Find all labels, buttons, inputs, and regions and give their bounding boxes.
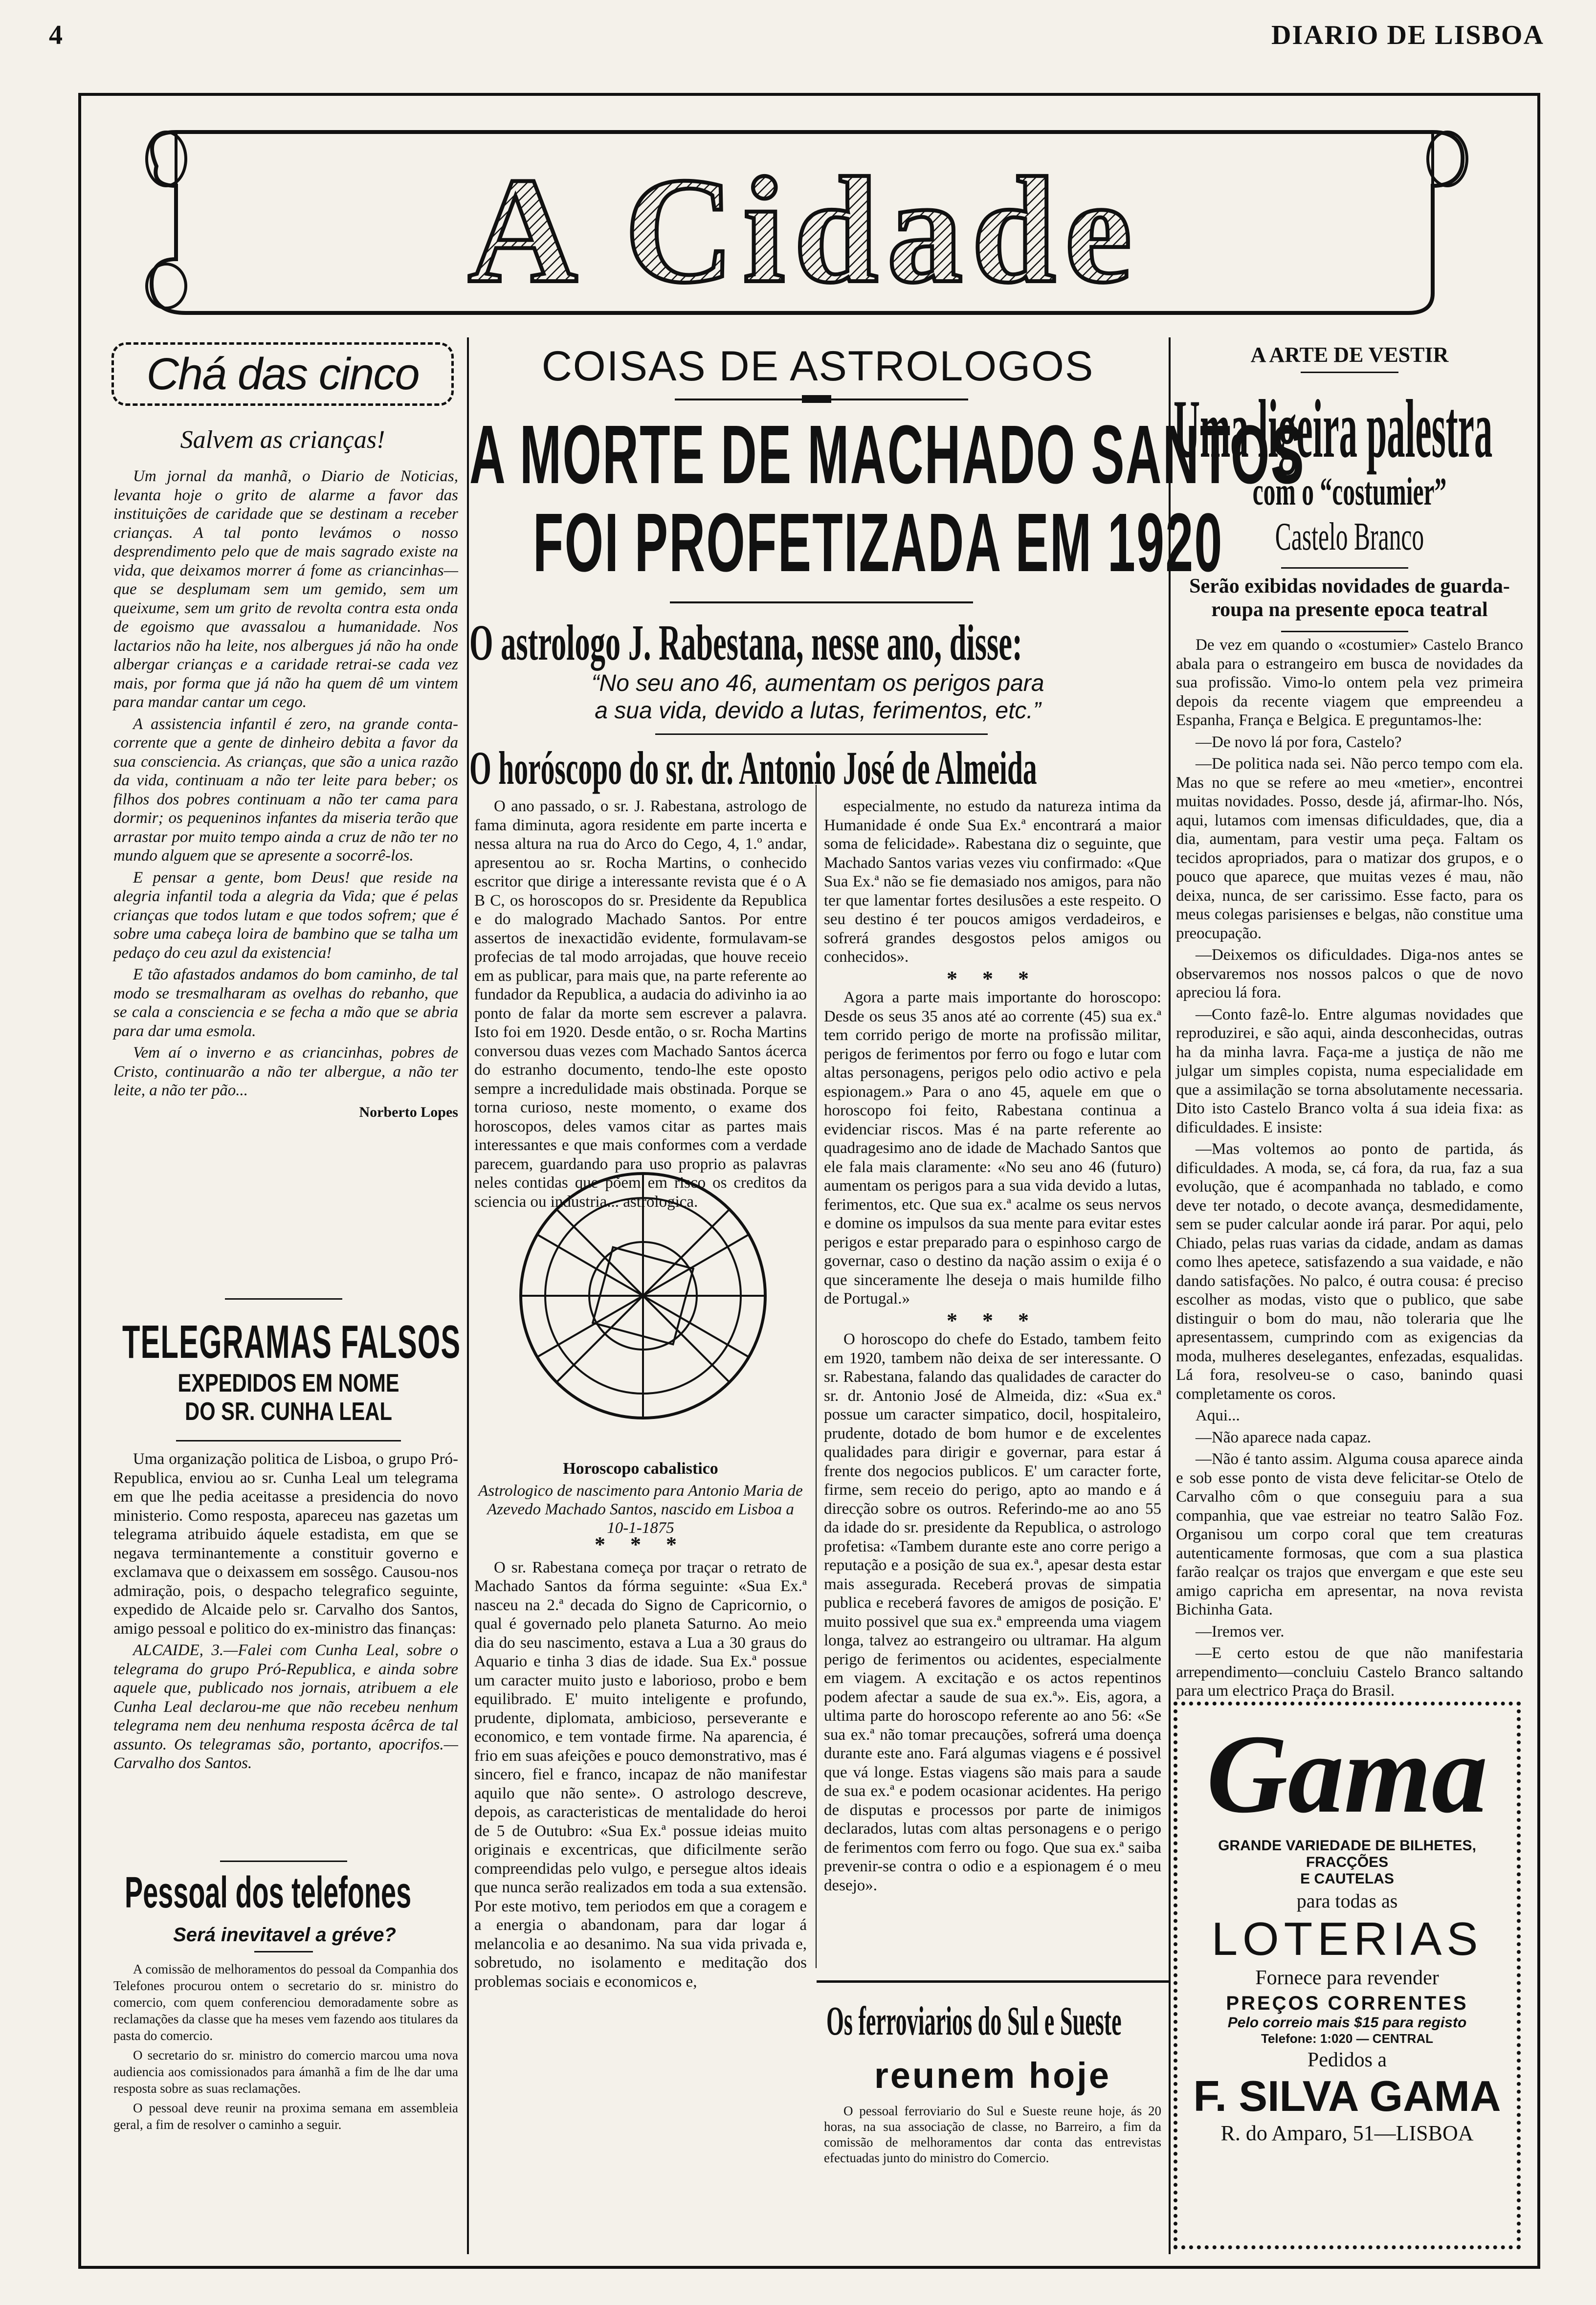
paragraph: O ano passado, o sr. J. Rabestana, astrologo de fama diminuta, agora residente em parte incerta e nessa altura na rua do Arco do Cego, 4, 1.º andar, apresentou ao sr. Rocha Martins, o conhecido escritor que dirige a interessante revista que é o A B C, os horoscopos do sr. Presidente da Republica e do malogrado Machado Santos. Por entre assertos de inexactidão evidente, formulavam-se profecias de tal modo arrojadas, que houve receio em as publicar, para mais que, na parte referente ao fundador da Republica, a audacia do adivinho ia ao ponto de falar da morte sem escrever a palavra. Isto foi em 1920. Desde então, o sr. Rocha Martins conversou duas vezes com Machado Santos ácerca do estranho documento, tendo-lhe este oposto sempre a incredulidade mais obstinada. Porque se torna curioso, neste momento, o exame dos horoscopos, deles vamos citar as partes mais interessantes e que mais conformes com a verdade parecem, guardando para uso proprio as palavras neles contidas que põem em risco os creditos da sciencia ou industria... astrologica. xyxy=(474,798,807,1211)
paragraph: especialmente, no estudo da natureza intima da Humanidade é onde Sua Ex.ª encontrará a maior soma de felicidade». Rabestana diz o seguinte, que Machado Santos varias vezes viu confirmado: «Que Sua Ex.ª não se fie demasiado nos amigos, para não ter que lamentar fortes desilusões a este respeito. O seu destino é ter poucos amigos verdadeiros, e sofrerá grandes desgostos pelos amigos ou conhecidos». xyxy=(824,798,1161,966)
divider xyxy=(176,1440,401,1441)
vestir-kicker: A ARTE DE VESTIR xyxy=(1250,343,1449,367)
column-rule-1 xyxy=(467,337,469,2254)
subhead-line: Castelo Branco xyxy=(1275,515,1424,558)
vestir-article xyxy=(1176,636,1523,1700)
vestir-headline: Uma ligeira palestra xyxy=(1174,383,1493,475)
column-rule-2 xyxy=(1169,337,1171,2254)
telegramas-subhead xyxy=(122,1369,455,1426)
divider xyxy=(1301,372,1398,373)
section-separator: * * * xyxy=(947,1308,1039,1332)
telefones-headline: Pessoal dos telefones xyxy=(125,1868,412,1917)
divider xyxy=(220,1861,347,1862)
paragraph: —De novo lá por fora, Castelo? xyxy=(1196,733,1402,751)
paragraph: —Deixemos os dificuldades. Diga-nos antes se observaremos nos nossos palcos o que de novo apreciou lá fora. xyxy=(1176,946,1523,1001)
paragraph: Uma organização politica de Lisboa, o grupo Pró-Republica, enviou ao sr. Cunha Leal um telegrama em que lhe pedia aceitasse a presidencia do novo ministerio. Como resposta, apareceu nas gazetas um telegrama atribuido áquele estadista, em que se negava terminantemente a constituir governo e exclamava que o deixassem em sossêgo. Causou-nos admiração, pois, o despacho telegrafico seguinte, expedido de Alcaide pelo sr. Carvalho dos Santos, amigo pessoal e politico do ex-ministro das finanças: xyxy=(113,1450,458,1638)
horoscope-diagram xyxy=(484,1139,802,1452)
column-title: Chá das cinco xyxy=(146,349,419,399)
paragraph: —E certo estou de que não manifestaria arrependimento—concluiu Castelo Branco saltando para um electrico Praça do Brasil. xyxy=(1176,1644,1523,1700)
section-separator: * * * xyxy=(595,1532,687,1556)
ad-line: E CAUTELAS xyxy=(1300,1871,1394,1887)
ad-brand: Gama xyxy=(1206,1711,1488,1836)
vestir-deck: Serão exibidas novidades de guarda-roupa na presente epoca teatral xyxy=(1189,575,1510,621)
astrologos-kicker: COISAS DE ASTROLOGOS xyxy=(541,343,1094,390)
ad-line: Telefone: 1:020 — CENTRAL xyxy=(1261,2031,1433,2046)
paragraph: Um jornal da manhã, o Diario de Noticias, levanta hoje o grito de alarme a favor das instituições de caridade que se destinam a receber crianças. A tal ponto levámos o nosso desprendimento pelo que de mais sagrado existe na vida, que deixamos morrer á fome as criancinhas—que se desplumam sem um gemido, sem um queixume, sem um grito de revolta contra esta onda de egoismo que avassalou a humanidade. Nos lactarios não ha leite, nos albergues já não ha onde albergar crianças e a caridade retrai-se cada vez mais, por forma que já não ha quem dê um vintem para mandar cantar um cego. xyxy=(113,467,458,711)
divider xyxy=(225,1298,342,1300)
gama-advertisement xyxy=(1174,1702,1521,2249)
divider xyxy=(1281,631,1408,632)
paragraph: Agora a parte mais importante do horoscopo: Desde os seus 35 anos até ao corrente (45) sua ex.ª tem corrido perigo de morte na profissão militar, perigos de ferimentos por ferro ou fogo e lutar com altas personagens, perigos pelo odio activo e pela espionagem.» Para o ano 45, aquele em que o horoscopo foi feito, Rabestana continua a evidenciar riscos. Mas é na parte referente ao quadragesimo ano de idade de Machado Santos que ele fala mais claramente: «No seu ano 46 (futuro) aumentam os perigos para a sua vida devido a lutas, ferimentos, etc. Que sua ex.ª acalme os seus nervos e domine os impulsos da sua mente para evitar estes perigos e estar preparado para o espinhoso cargo de governar, caso o destino da nação assim o exija é o que sinceramente lhe deseja o mais humilde filho de Portugal.» xyxy=(824,989,1161,1308)
divider-ornament xyxy=(802,395,831,403)
subhead-line: EXPEDIDOS EM NOME xyxy=(177,1369,399,1397)
cha-article xyxy=(113,467,458,1122)
paragraph: —Conto fazê-lo. Entre algumas novidades que reproduzirei, e são aqui, ainda desconhecidas, outras ha da minha lavra. Faça-me a justiça de não me julgar um simples copista, numa especialidade em que a assimilação se torna absolutamente necessaria. Dito isto Castelo Branco volta á sua ideia fixa: as dificuldades. E insiste: xyxy=(1176,1005,1523,1136)
astrologos-col1-bottom xyxy=(474,1532,807,2249)
ad-name: F. SILVA GAMA xyxy=(1193,2072,1501,2120)
column-rule-mid xyxy=(816,785,817,1968)
diagram-caption: Horoscopo cabalistico xyxy=(563,1460,718,1478)
paragraph: —Não é tanto assim. Alguma cousa aparece ainda e sob esse ponto de vista deve felicitar-se Otelo de Carvalho côm o que conseguiu para a sua companhia, que vae estreiar no teatro Salão Foz. Organisou um corpo coral que tem creaturas autenticamente formosas, que com a sua plastica farão realçar os trajos que envergam e que este seu amigo capricha em apresentar, na nova revista Bichinha Gata. xyxy=(1176,1450,1523,1618)
banner-scroll xyxy=(112,112,1496,323)
paragraph: E tão afastados andamos do bom caminho, de tal modo se tresmalharam as ovelhas do rebanho, que se cala a consciencia e se fecha a mão que se abria para dar uma esmola. xyxy=(113,966,458,1040)
ad-line: Pedidos a xyxy=(1307,2049,1387,2071)
horoscope-wheel xyxy=(484,1139,802,1452)
divider xyxy=(1281,567,1408,569)
paragraph: O secretario do sr. ministro do comercio marcou uma nova audiencia aos comissionados para ámanhã a fim de lhe dar uma resposta sobre as suas reclamações. xyxy=(113,2048,458,2096)
astrologos-deck: O astrologo J. Rabestana, nesse ano, disse: xyxy=(469,615,1022,671)
ad-loterias: LOTERIAS xyxy=(1211,1913,1483,1965)
quote-line: “No seu ano 46, aumentam os perigos para xyxy=(591,670,1044,696)
quote-line: a sua vida, devido a lutas, ferimentos, etc.” xyxy=(595,698,1041,724)
ad-line: GRANDE VARIEDADE DE BILHETES, FRACÇÕES xyxy=(1218,1838,1476,1870)
section-banner xyxy=(112,112,1496,323)
telefones-subhead: Será inevitavel a gréve? xyxy=(173,1924,396,1946)
section-separator: * * * xyxy=(947,966,1039,991)
subhead-line: com o “costumier” xyxy=(1252,470,1447,513)
ferroviarios-article xyxy=(824,2103,1161,2166)
paragraph: A assistencia infantil é zero, na grande conta-corrente que a gente de dinheiro debita a favor da sua consciencia. As crianças, que são a unica razão da vida, continuam a não ter leite para beber; os filhos dos pobres continuam a não ter cama para dormir; os pequeninos infantes da miseria terão que arrastar por muito tempo ainda a cruz de não ter no mundo alguem que se apresente a socorrê-los. xyxy=(113,715,458,864)
paragraph: Aqui... xyxy=(1196,1407,1240,1424)
signature: Norberto Lopes xyxy=(359,1104,458,1120)
paragraph: Vem aí o inverno e as criancinhas, pobres de Cristo, continuarão a não ter albergue, a não ter leite, a não ter pão... xyxy=(113,1044,458,1099)
paragraph: —De politica nada sei. Não perco tempo com ela. Mas no que se refere ao meu «metier», encontrei muitas novidades. Posso, desde já, afirmar-lho. Nós, aqui, lutamos com imensas dificuldades, que, dia a dia, aumentam, para vestir uma peça. Faltam os tecidos apropriados, para o matizar dos grupos, e o pouco que aparece, que muitas vezes é mau, não deixa, nunca, de ser carissimo. Esse facto, para os meus colegas parisienses e belgas, não constitue uma preocupação. xyxy=(1176,755,1523,942)
ad-line: Fornece para revender xyxy=(1255,1967,1439,1989)
section-title: A Cidade xyxy=(468,147,1141,314)
subhead-line: DO SR. CUNHA LEAL xyxy=(185,1397,392,1426)
cha-das-cinco-box xyxy=(111,342,454,406)
ferroviarios-box xyxy=(817,1980,1169,2257)
paragraph: —Iremos ver. xyxy=(1196,1622,1285,1640)
ad-address: R. do Amparo, 51—LISBOA xyxy=(1220,2121,1474,2145)
newspaper-name: DIARIO DE LISBOA xyxy=(1271,20,1544,50)
ad-line: para todas as xyxy=(1296,1890,1398,1912)
paragraph: De vez em quando o «costumier» Castelo Branco abala para o estrangeiro em busca de novidades da sua profissão. Vimo-lo ontem pela vez primeira depois da recente viagem que empreendeu a Espanha, França e Belgica. E preguntamos-lhe: xyxy=(1176,636,1523,729)
telegramas-article xyxy=(113,1450,458,1776)
diagram-subcaption: Astrologico de nascimento para Antonio Maria de Azevedo Machado Santos, nascido em Lisboa a 10-1-1875 xyxy=(478,1482,803,1537)
ad-line: Pelo correio mais $15 para registo xyxy=(1227,2015,1467,2031)
astrologos-subhead: O horóscopo do sr. dr. Antonio José de Almeida xyxy=(469,742,1037,794)
divider xyxy=(670,601,973,603)
divider xyxy=(254,1951,313,1952)
paragraph: O sr. Rabestana começa por traçar o retrato de Machado Santos da fórma seguinte: «Sua Ex.ª nasceu na 2.ª decada do Signo de Capricornio, o qual é governado pelo planeta Saturno. Ao meio dia do seu nascimento, estava a Lua a 30 graus do Aquario e tinha 3 dias de idade. Sua Ex.ª possue um caracter muito justo e laborioso, probo e bem equilibrado. E' muito inteligente e profundo, prudente, diplomata, ambicioso, perseverante e economico, e tem vontade firme. Na aparencia, é frio em suas afeições e pouco demonstrativo, mas é sincero, fiel e franco, incapaz de não manifestar aquilo que não sente». O astrologo descreve, depois, as caracteristicas de mentalidade do heroi de 5 de Outubro: «Sua Ex.ª possue ideias muito originais e excentricas, que dificilmente serão compreendidas pelo vulgo, e persegue altos ideais que nunca serão realizados em toda a sua extensão. Por este motivo, tem periodos em que a coragem e a energia o abandonam, para dar logar á melancolia e ao desanimo. Na sua vida privada e, sobretudo, no isolamento e meditação dos problemas sociais e economicos e, xyxy=(474,1558,807,1991)
divider xyxy=(655,733,988,735)
paragraph: A comissão de melhoramentos do pessoal da Companhia dos Telefones procurou ontem o secretario do sr. ministro do comercio, com quem conferenciou demoradamente sobre as reclamações da classe que ha meses vem fazendo aos titulares da pasta do comercio. xyxy=(113,1962,458,2043)
ferroviarios-subhead: reunem hoje xyxy=(874,2055,1111,2096)
paragraph: O pessoal deve reunir na proxima semana em assembleia geral, a fim de resolver o caminho a seguir. xyxy=(113,2101,458,2132)
paragraph: E pensar a gente, bom Deus! que reside na alegria infantil toda a alegria da Vida; que é pelas crianças que todos lutam e que todos sofrem; que é sobre uma cabeça loira de bambino que se talha um pedaço do ceu azul da existencia! xyxy=(113,868,458,962)
paragraph: —Não aparece nada capaz. xyxy=(1196,1428,1372,1446)
astrologos-headline-line2: FOI PROFETIZADA EM 1920 xyxy=(533,496,1223,589)
telegramas-headline: TELEGRAMAS FALSOS xyxy=(122,1316,461,1368)
quote: ALCAIDE, 3.—Falei com Cunha Leal, sobre o telegrama do grupo Pró-Republica, e ainda sobre aquele que, publicado nos jornais, atribuem a ele Cunha Leal declarou-me que não recebeu nenhum telegrama nem deu nenhuma resposta ácêrca de tal assunto. Os telegramas são, portanto, apocrifos.—Carvalho dos Santos. xyxy=(113,1641,458,1772)
paragraph: O pessoal ferroviario do Sul e Sueste reune hoje, ás 20 horas, na sua associação de classe, no Barreiro, a fim da comissão de melhoramentos dar conta das entrevistas efectuadas junto do ministro do Comercio. xyxy=(824,2104,1161,2165)
astrologos-headline-line1: A MORTE DE MACHADO SANTOS xyxy=(469,408,1306,501)
telefones-article xyxy=(113,1961,458,2136)
paragraph: O horoscopo do chefe do Estado, tambem feito em 1920, tambem não deixa de ser interessante. O sr. Rabestana, falando das qualidades de caracter do sr. dr. Antonio José de Almeida, diz: «Sua ex.ª possue um caracter simpatico, docil, hospitaleiro, prudente, dotado de bom humor e de excelentes qualidades para dirigir e governar, para estar á frente dos negocios publicos. E' um caracter forte, firme, sem receio do perigo, apto ao mando e á direcção sobre os outros. Referindo-me ao ano 55 da idade do sr. presidente da Republica, o astrologo profetisa: «Tambem durante este ano corre perigo a reputação e a posição de sua ex.ª, apesar desta estar mais assegurada. Receberá provas de simpatia publica e receberá favores de amigos de posição. E' muito possivel que sua ex.ª empreenda uma viagem longa, talvez ao estrangeiro ou ultramar. Ha algum perigo de ferimentos ou acidentes, especialmente em viagem. A excitação e os actos repentinos podem afectar a saude de sua ex.ª». Eis, agora, a ultima parte do horoscopo referente ao ano 56: «Se sua ex.ª não tomar precauções, sofrerá uma doença durante este ano. Fará algumas viagens e é possivel que vá longe. Estas viagens são mais para a saude de sua ex.ª e podem ocasionar acidentes. Ha perigo de disputas e processos por parte de inimigos declarados, lutas com altas personagens e o perigo de ferimentos com ferro ou fogo. Que sua ex.ª saiba prevenir-se contra o odio e a espionagem é o meu desejo». xyxy=(824,1330,1161,1894)
paragraph: —Mas voltemos ao ponto de partida, ás dificuldades. A moda, se, cá fora, da rua, faz a sua evolução, que é acompanhada no tablado, e como deve ter notado, o decote avança, desmedidamente, sem se puder calcular aonde irá parar. Por aqui, pelo Chiado, pelas ruas varias da cidade, andam as damas como lhes apetece, satisfazendo a sua vaidade, e não dando satisfações. No palco, é outra cousa: é preciso escolher as modas, visto que o publico, que sabe distinguir o bom do mau, não toleraria que lhe apresentassem, cumprindo com as exigencias da moda, mulheres deselegantes, enfezadas, esqualidas. Lá fora, resolveu-se o caso, banindo quasi completamente os coros. xyxy=(1176,1140,1523,1403)
vestir-subhead xyxy=(1174,469,1526,559)
cha-headline: Salvem as crianças! xyxy=(180,426,385,454)
ad-line: PREÇOS CORRENTES xyxy=(1226,1993,1468,2014)
ferroviarios-headline: Os ferroviarios do Sul e Sueste xyxy=(826,1998,1122,2044)
astrologos-col2 xyxy=(824,797,1161,1971)
astrologos-quote xyxy=(474,670,1161,725)
page-number: 4 xyxy=(49,20,63,50)
